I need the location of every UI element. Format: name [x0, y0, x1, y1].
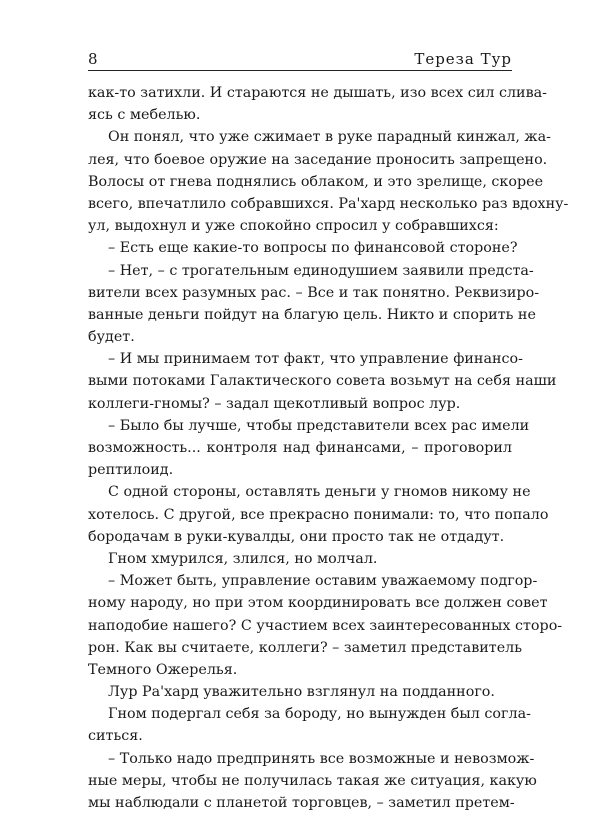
text-line: выми потоками Галактического совета возьмут на себя наши [88, 373, 557, 390]
text-line: рон. Как вы считаете, коллеги? – заметил представитель [88, 639, 523, 656]
text-line: ул, выдохнул и уже спокойно спросил у собравшихся: [88, 218, 499, 235]
text-line: ясь с мебелью. [88, 107, 201, 124]
text-line: ситься. [88, 728, 143, 745]
text-line: С одной стороны, оставлять деньги у гномов никому не [108, 484, 531, 501]
text-line: – Только надо предпринять все возможные и невозмож- [108, 750, 535, 767]
text-line: будет. [88, 329, 135, 346]
text-line: – И мы принимаем тот факт, что управление финансо- [108, 351, 523, 368]
text-line: наподобие нашего? С участием всех заинтересованных сторо- [88, 617, 563, 634]
header-divider [88, 70, 512, 71]
text-line: Гном подергал себя за бороду, но вынужден был согла- [108, 706, 531, 723]
text-line: – Было бы лучше, чтобы представители всех рас имели [108, 417, 530, 434]
text-line: – Нет, – с трогательным единодушием заявили предста- [108, 262, 534, 279]
text-line: – Может быть, управление оставим уважаемому подгор- [108, 573, 538, 590]
text-line: Волосы от гнева поднялись облаком, и это зрелище, скорее [88, 173, 544, 190]
text-line: Он понял, что уже сжимает в руке парадный кинжал, жа- [108, 129, 551, 146]
text-line: хотелось. С другой, все прекрасно понимали: то, что попало [88, 506, 549, 523]
text-line: лея, что боевое оружие на заседание проносить запрещено. [88, 151, 548, 168]
page-number: 8 [88, 50, 98, 68]
text-line: Лур Ра'хард уважительно взглянул на подданного. [108, 684, 495, 701]
text-line: вители всех разумных рас. – Все и так понятно. Реквизиро- [88, 284, 540, 301]
text-line: коллеги-гномы? – задал щекотливый вопрос лур. [88, 395, 461, 412]
running-header [88, 36, 512, 68]
text-line: ванные деньги пойдут на благую цель. Никто и спорить не [88, 306, 536, 323]
text-line: рептилоид. [88, 462, 174, 479]
text-line: всего, впечатлило собравшихся. Ра'хард несколько раз вдохну- [88, 195, 569, 212]
text-line: ному народу, но при этом координировать все должен совет [88, 595, 548, 612]
text-line: ные меры, чтобы не получилась такая же ситуация, какую [88, 772, 537, 789]
text-line: как-то затихли. И стараются не дышать, изо всех сил слива- [88, 85, 547, 101]
running-header-author: Тереза Тур [414, 50, 512, 68]
text-line: мы наблюдали с планетой торговцев, – заметил претем- [88, 795, 515, 811]
text-line: Темного Ожерелья. [88, 661, 238, 678]
text-line: Гном хмурился, злился, но молчал. [108, 550, 378, 567]
body-text [88, 82, 569, 814]
text-line: бородачам в руки-кувалды, они просто так не отдадут. [88, 528, 505, 545]
text-line: возможность... контроля над финансами, – проговорил [88, 440, 512, 456]
text-line: – Есть еще какие-то вопросы по финансовой стороне? [108, 240, 518, 257]
